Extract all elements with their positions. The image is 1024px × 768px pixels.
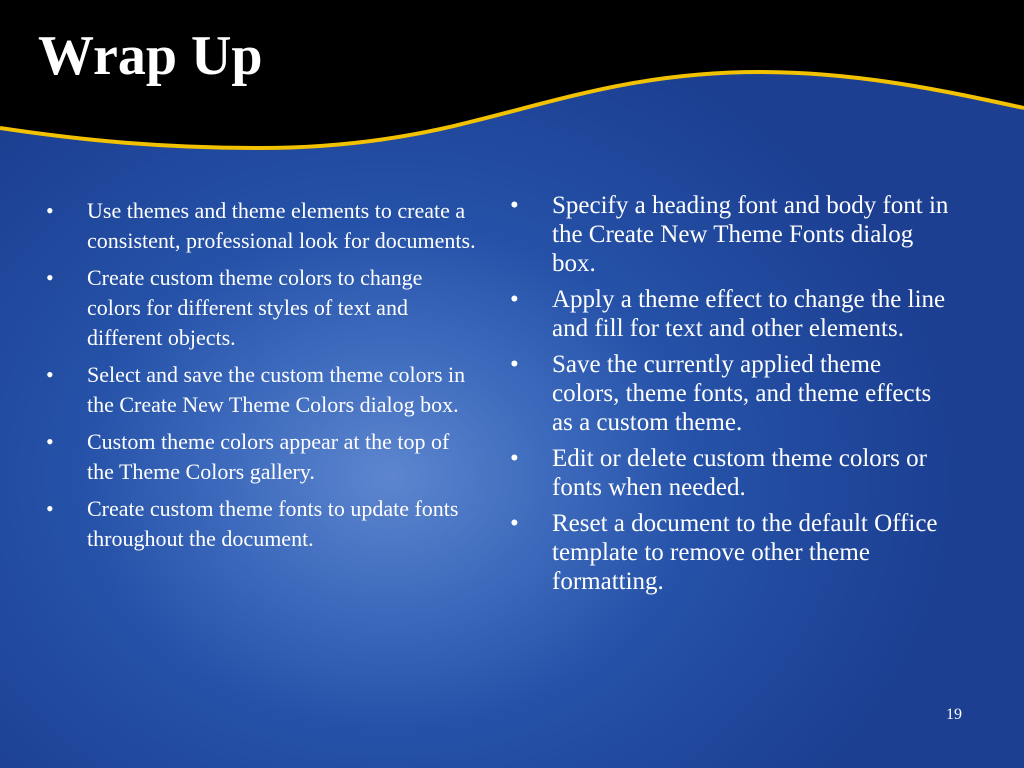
list-item xyxy=(510,285,950,343)
list-item xyxy=(510,350,950,437)
bullet-marker: • xyxy=(46,362,54,387)
bullet-marker: • xyxy=(46,198,54,223)
list-item xyxy=(46,494,476,554)
bullet-marker: • xyxy=(510,192,519,219)
bullet-marker: • xyxy=(510,286,519,313)
bullet-marker: • xyxy=(46,496,54,521)
list-item xyxy=(46,427,476,487)
slide-title: Wrap Up xyxy=(38,25,263,87)
list-item xyxy=(510,191,950,278)
list-item xyxy=(46,196,476,256)
bullet-text: Specify a heading font and body font in the Create New Theme Fonts dialog box. xyxy=(552,192,949,277)
bullet-text: Select and save the custom theme colors in the Create New Theme Colors dialog box. xyxy=(87,362,466,417)
list-item xyxy=(46,360,476,420)
list-item xyxy=(46,263,476,353)
bullet-text: Custom theme colors appear at the top of the Theme Colors gallery. xyxy=(87,429,450,484)
bullet-marker: • xyxy=(46,429,54,454)
bullet-text: Edit or delete custom theme colors or fonts when needed. xyxy=(552,445,927,501)
slide-number: 19 xyxy=(946,706,962,723)
bullet-text: Use themes and theme elements to create a consistent, professional look for documents. xyxy=(87,198,476,253)
bullet-marker: • xyxy=(510,445,519,472)
bullet-text: Create custom theme colors to change colors for different styles of text and different objects. xyxy=(87,265,423,350)
left-bullet-list xyxy=(46,196,476,561)
bullet-text: Apply a theme effect to change the line and fill for text and other elements. xyxy=(552,286,946,342)
list-item xyxy=(510,509,950,596)
bullet-text: Reset a document to the default Office template to remove other theme formatting. xyxy=(552,510,938,595)
bullet-marker: • xyxy=(510,510,519,537)
bullet-text: Save the currently applied theme colors, theme fonts, and theme effects as a custom theme. xyxy=(552,351,932,436)
bullet-text: Create custom theme fonts to update fonts throughout the document. xyxy=(87,496,459,551)
bullet-marker: • xyxy=(46,265,54,290)
list-item xyxy=(510,444,950,502)
right-bullet-list xyxy=(510,191,950,603)
bullet-marker: • xyxy=(510,351,519,378)
